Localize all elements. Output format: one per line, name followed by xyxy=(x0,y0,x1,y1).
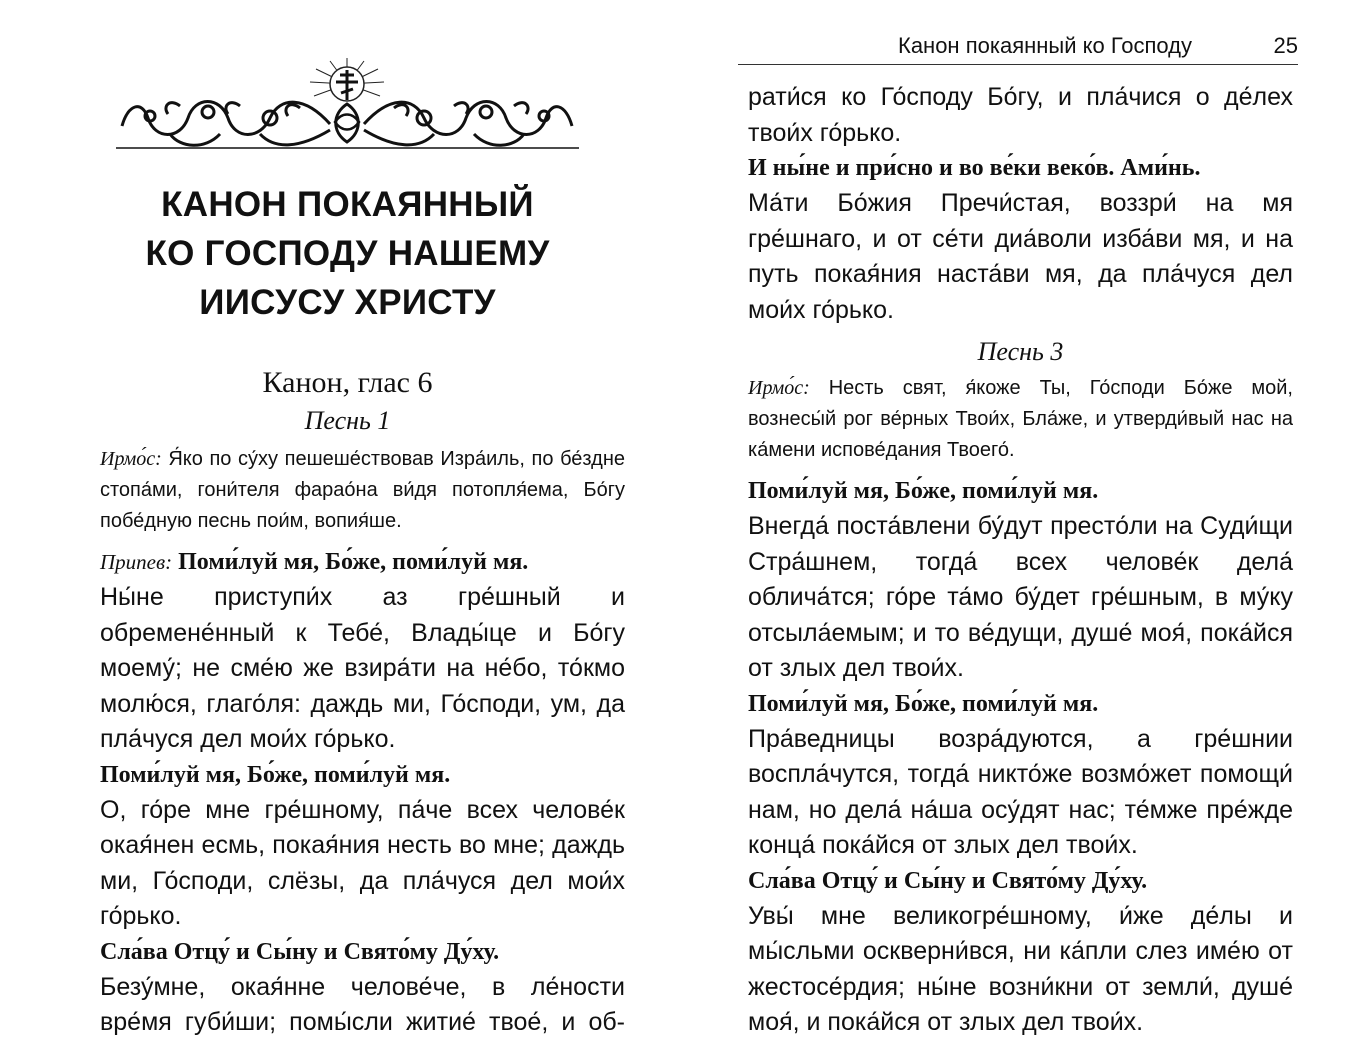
song-1-heading: Песнь 1 xyxy=(304,406,391,435)
irmos-text: Я́ко по су́ху пешеше́ствовав Изра́иль, по бе́здне стопа́ми, гони́теля фарао́на ви́дя потопля́ема, Бо́гу побе́дную песнь пои́м, вопия́ше. xyxy=(100,448,625,532)
glory-line: Сла́ва Отцу́ и Сы́ну и Свято́му Ду́ху. xyxy=(100,938,500,965)
refrain-line: Поми́луй мя, Бо́же, поми́луй мя. xyxy=(748,478,1099,504)
and-now-line: И ны́не и при́сно и во ве́ки веко́в. Ами́нь. xyxy=(748,155,1201,181)
left-text-column xyxy=(100,444,625,1041)
troparion-paragraph: Ны́не приступи́х аз гре́шный и обремене́нный к Тебе́, Влады́це и Бо́гу моему́; не сме́ю же взира́ти на не́бо, то́кмо молю́ся, глаго́ля: даждь ми, Го́споди, ум, да пла́чуся дел мои́х го́рько. xyxy=(100,583,625,753)
troparion-paragraph: Увы́ мне великогре́шному, и́же де́лы и мы́сльми оскверни́вся, ни ка́пли слез име́ю от жестосе́рдия; ны́не возни́кни от земли́, душе́ моя́, и пока́йся от злых дел твои́х. xyxy=(748,901,1293,1036)
troparion-paragraph: Безу́мне, окая́нне челове́че, в ле́ности вре́мя губи́ши; помы́сли житие́ твое́, и об- xyxy=(100,972,625,1036)
title-line-2: КО ГОСПОДУ НАШЕМУ xyxy=(145,234,550,273)
right-text-bottom xyxy=(748,373,1293,1041)
irmos-text: Несть свят, я́коже Ты, Го́споди Бо́же мой, вознесы́й рог ве́рных Твои́х, Бла́же, и утверди́вый нас на ка́мени испове́дания Твоего́. xyxy=(748,377,1293,461)
troparion-paragraph: Внегда́ поста́влени бу́дут престо́ли на Суди́щи Стра́шнем, тогда́ всех челове́к дела́ облича́тся; го́ре та́мо бу́дет гре́шным, в му́ку отсыла́емым; и то ве́дущи, душе́ моя́, пока́йся от злых дел твои́х. xyxy=(748,512,1293,682)
irmos-label: Ирмо́с: xyxy=(100,448,162,470)
running-title: Канон покаянный ко Господу xyxy=(898,33,1193,58)
song-3-heading: Песнь 3 xyxy=(977,337,1064,366)
irmos-paragraph xyxy=(100,444,625,537)
refrain-line: Поми́луй мя, Бо́же, поми́луй мя. xyxy=(748,690,1099,717)
pripev-text: Поми́луй мя, Бо́же, поми́луй мя. xyxy=(172,549,529,575)
irmos-label: Ирмо́с: xyxy=(748,377,810,399)
refrain-line: Поми́луй мя, Бо́же, поми́луй мя. xyxy=(100,761,451,788)
troparion-paragraph: Пра́ведницы возра́дуются, а гре́шнии воспла́чутся, тогда́ никто́же возмо́жет помощи́ нам, но дела́ на́ша осу́дят нас; те́мже пре́жде конца́ пока́йся от злых дел твои́х. xyxy=(748,724,1293,859)
pripev-label: Припев: xyxy=(100,550,173,574)
page-number: 25 xyxy=(1273,33,1298,58)
troparion-paragraph: О, го́ре мне гре́шному, па́че всех челове́к окая́нен есмь, покая́ния несть во мне; даждь ми, Го́споди, слёзы, да пла́чуся дел мои́х го́рько. xyxy=(100,795,625,930)
title-line-1: КАНОН ПОКАЯННЫЙ xyxy=(161,185,534,224)
pripev-refrain xyxy=(100,545,625,580)
irmos-paragraph xyxy=(748,373,1293,466)
canon-title xyxy=(90,180,605,327)
right-text-top xyxy=(748,80,1293,328)
canon-tone-heading: Канон, глас 6 xyxy=(262,366,433,399)
orthodox-cross-ornament-icon xyxy=(110,56,585,156)
right-page xyxy=(683,0,1366,1045)
running-header xyxy=(738,28,1298,65)
glory-line: Сла́ва Отцу́ и Сы́ну и Свято́му Ду́ху. xyxy=(748,867,1148,894)
continuation-paragraph: рати́ся ко Го́споду Бо́гу, и пла́чися о де́лех твои́х го́рько. xyxy=(748,83,1293,147)
theotokion-paragraph: Ма́ти Бо́жия Пречи́стая, воззри́ на мя гре́шнаго, и от се́ти диа́воли изба́ви мя, и на путь покая́ния наста́ви мя, да пла́чуся дел мои́х го́рько. xyxy=(748,189,1293,324)
title-line-3: ИИСУСУ ХРИСТУ xyxy=(199,283,496,322)
